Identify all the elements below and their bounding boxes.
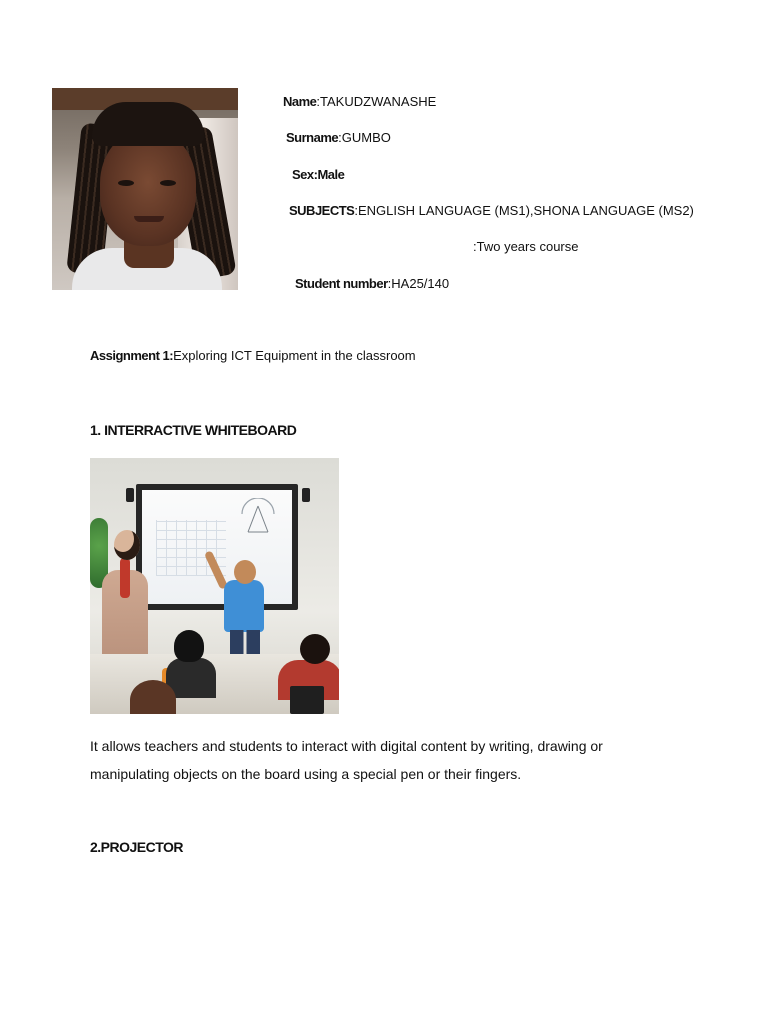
whiteboard-description-line2: manipulating objects on the board using a special pen or their fingers. [90, 766, 522, 782]
surname-label: Surname [286, 130, 339, 145]
name-row [283, 94, 436, 110]
section-heading-whiteboard: 1. INTERRACTIVE WHITEBOARD [90, 422, 297, 438]
section-heading-projector: 2.PROJECTOR [90, 839, 184, 855]
whiteboard-description-line1: It allows teachers and students to interact with digital content by writing, drawing or [90, 738, 603, 754]
student-number-value: :HA25/140 [387, 276, 450, 291]
student-number-row [295, 276, 449, 292]
surname-value: :GUMBO [338, 130, 391, 145]
surname-row [286, 130, 391, 146]
subjects-row [289, 203, 694, 219]
course-row [473, 239, 579, 255]
subjects-label: SUBJECTS [289, 203, 355, 218]
subjects-value: :ENGLISH LANGUAGE (MS1),SHONA LANGUAGE (MS2) [354, 203, 694, 218]
student-number-label: Student number [295, 276, 388, 291]
sex-row [292, 167, 344, 183]
interactive-whiteboard-image [90, 458, 339, 714]
assignment-title: Exploring ICT Equipment in the classroom [173, 348, 416, 363]
sex-label: Sex:Male [292, 167, 345, 182]
profile-photo [52, 88, 238, 290]
name-value: :TAKUDZWANASHE [316, 94, 437, 109]
name-label: Name [283, 94, 317, 109]
assignment-row [90, 348, 416, 364]
assignment-label: Assignment 1: [90, 348, 174, 363]
course-value: :Two years course [473, 239, 579, 254]
